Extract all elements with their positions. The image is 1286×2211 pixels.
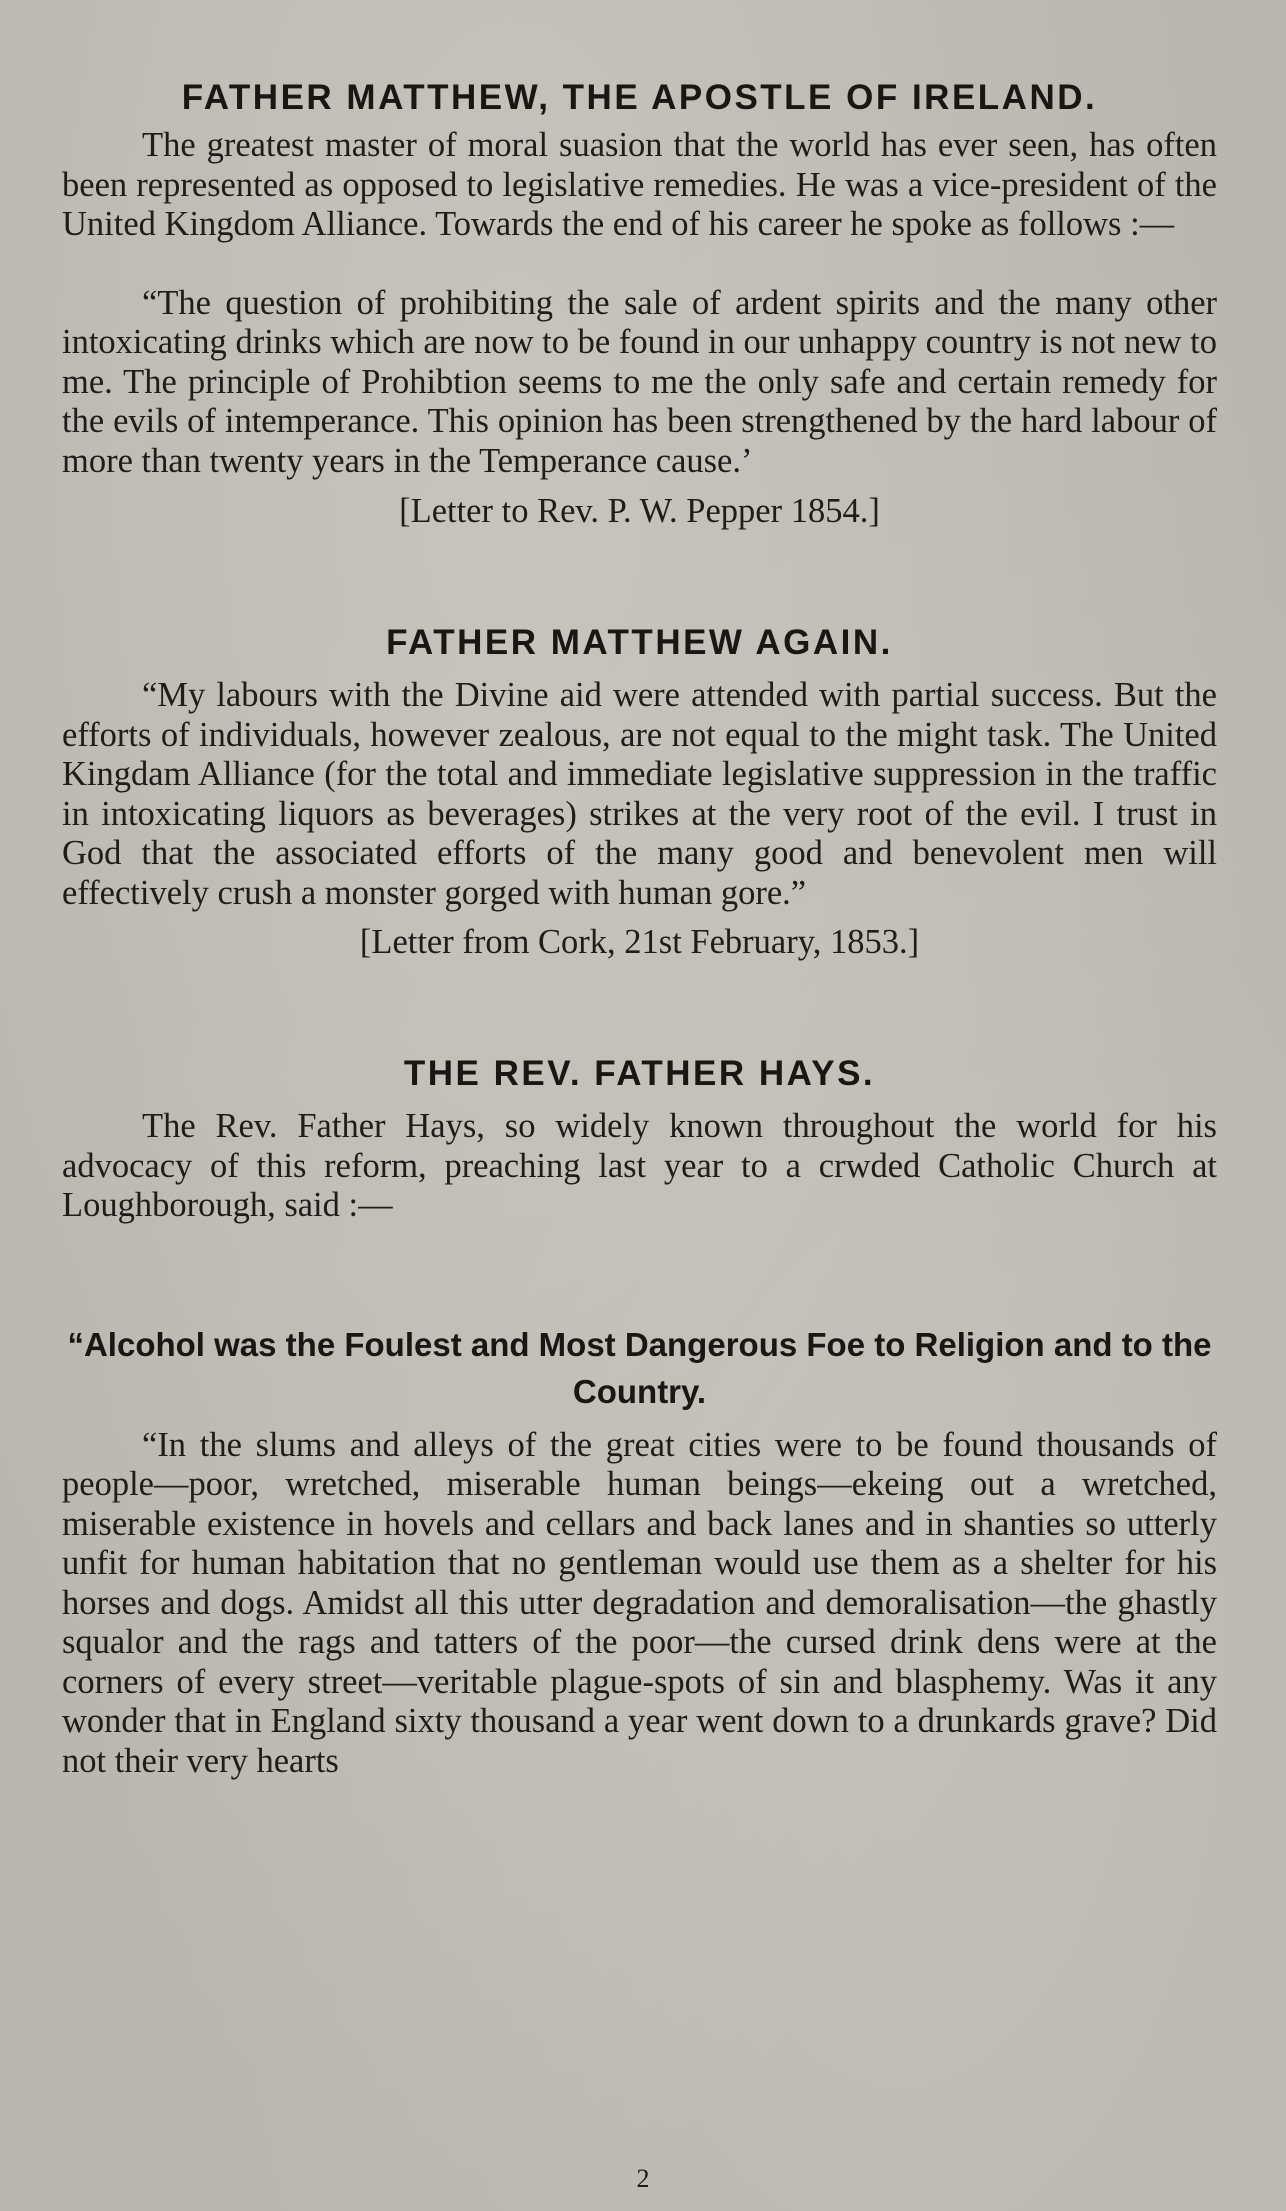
paragraph-slums: “In the slums and alleys of the great cities were to be found thousands of people—poor, wretched, miserable human beings—ekeing out a wretched, miserable existence in hovels and cellars and back lanes and in shanties so utterly unfit for human habitation that no gentleman would use them as a shelter for his horses and dogs. Amidst all this utter degradation and demoralisation—the ghastly squalor and the rags and tatters of the poor—the cursed drink dens were at the corners of every street—veritable plague-spots of sin and blasphemy. Was it any wonder that in England sixty thousand a year went down to a drunkards grave? Did not their very hearts xyxy=(62,1425,1217,1780)
document-page xyxy=(62,78,1217,1781)
paragraph-quote-labours: “My labours with the Divine aid were attended with partial success. But the efforts of individuals, however zealous, are not equal to the might task. The United Kingdam Alliance (for the total and immediate legislative suppression in the traffic in intoxicating liquors as beverages) strikes at the very root of the evil. I trust in God that the associated efforts of the many good and benevolent men will effectively crush a monster gorged with human gore.” xyxy=(62,676,1217,912)
citation-pepper: [Letter to Rev. P. W. Pepper 1854.] xyxy=(399,492,880,530)
paragraph-quote-prohibition: “The question of prohibiting the sale of ardent spirits and the many other intoxicating drinks which are now to be found in our unhappy country is not new to me. The principle of Prohibtion seems to me the only safe and certain remedy for the evils of intemperance. This opinion has been strengthened by the hard labour of more than twenty years in the Temperance cause.’ xyxy=(62,283,1217,480)
paragraph-intro: The greatest master of moral suasion that the world has ever seen, has often been represented as opposed to legislative remedies. He was a vice-president of the United Kingdom Alliance. Towards the end of his career he spoke as follows :— xyxy=(62,126,1217,243)
page-number: 2 xyxy=(636,2164,650,2193)
citation-cork: [Letter from Cork, 21st February, 1853.] xyxy=(359,923,920,961)
subheading-alcohol-foe: “Alcohol was the Foulest and Most Dangerous Foe to Religion and to the Country. xyxy=(67,1325,1212,1410)
section-heading-apostle: FATHER MATTHEW, THE APOSTLE OF IRELAND. xyxy=(181,78,1098,117)
section-heading-hays: THE REV. FATHER HAYS. xyxy=(403,1054,876,1093)
paragraph-hays-intro: The Rev. Father Hays, so widely known throughout the world for his advocacy of this reform, preaching last year to a crwded Catholic Church at Loughborough, said :— xyxy=(62,1107,1217,1224)
section-heading-again: FATHER MATTHEW AGAIN. xyxy=(386,623,893,662)
